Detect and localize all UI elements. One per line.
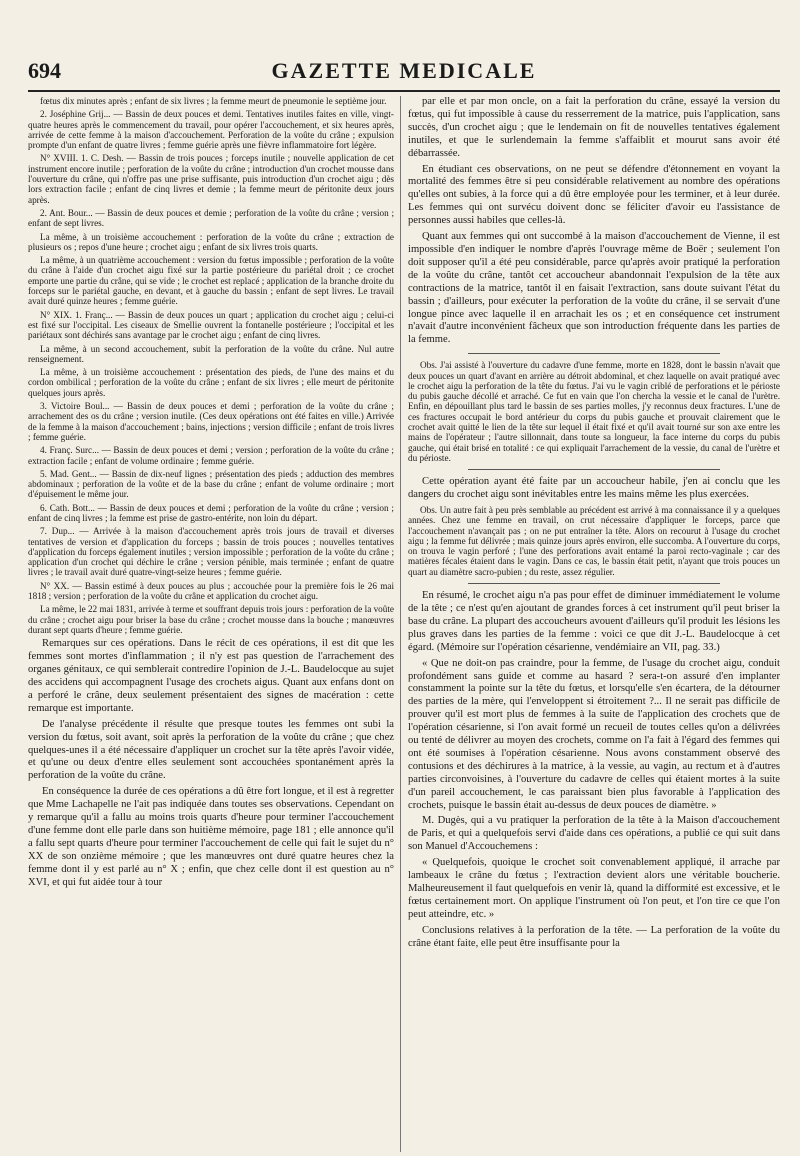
right-column <box>408 96 780 1152</box>
page-header <box>28 58 780 84</box>
paragraph: N° XX. — Bassin estimé à deux pouces au plus ; accouchée pour la première fois le 26 mai 1818 ; version ; perforation de la voûte du crâne et application du crochet aigu. <box>28 580 394 602</box>
paragraph: 7. Dup... — Arrivée à la maison d'accouchement après trois jours de travail et diverses tentatives de version et d'application du forceps ; bassin de trois pouces ; nouvelles tentatives d'application du forceps également inutiles ; version impossible ; perforation de la voûte du crâne ; application d'un crochet qui déchire le crâne ; version pénible, mais terminée ; enfant de quatre livres ; le travail avait duré quatre-vingt-seize heures ; femme guérie. <box>28 526 394 578</box>
left-column <box>28 96 394 1152</box>
paragraph: 3. Victoire Boul... — Bassin de deux pouces et demi ; perforation de la voûte du crâne ; arrachement des os du crâne ; version inutile. (Ces deux opérations ont été faites en ville.) Arrivée de la femme à la maison d'accouchement ; bains, injections ; version difficile ; enfant de trois livres ; femme guérie. <box>28 401 394 442</box>
paragraph: En conséquence la durée de ces opérations a dû être fort longue, et il est à regretter que Mme Lachapelle ne l'ait pas indiquée dans toutes ses observations. Cependant on y remarque qu'il a fallu au moins trois quarts d'heure pour terminer l'accouchement d'une femme dont elle parle dans son huitième mémoire, page 181 ; elle annonce qu'il a fallu sept quarts d'heure pour terminer l'accouchement de celle qui fait le sujet du n° XX de son onzième mémoire ; que les manœuvres ont duré quatre heures chez la femme dont il y est parlé au n° X ; enfin, que chez celle dont il est question au n° XVI, et qui fut aidée tour à tour <box>28 786 394 888</box>
paragraph: N° XIX. 1. Franç... — Bassin de deux pouces un quart ; application du crochet aigu ; celui-ci est fixé sur l'occipital. Les ciseaux de Smellie ouvrent la fontanelle postérieure ; l'occipital et les pariétaux sont déchirés sans avantage par le crochet aigu ; enfant de cinq livres. <box>28 309 394 341</box>
paragraph: Conclusions relatives à la perforation de la tête. — La perforation de la voûte du crâne étant faite, elle peut être insuffisante pour la <box>408 924 780 949</box>
paragraph: La même, le 22 mai 1831, arrivée à terme et souffrant depuis trois jours : perforation de la voûte du crâne ; crochet aigu pour briser la base du crâne ; crochet mousse dans la bouche ; manœuvres durant sept quarts d'heure ; femme guérie. <box>28 604 394 635</box>
paragraph: M. Dugès, qui a vu pratiquer la perforation de la tête à la Maison d'accouchement de Paris, et qui a quelquefois servi d'aide dans ces opérations, a publié ce qui suit dans son Manuel d'Accouchemens : <box>408 815 780 853</box>
journal-title: GAZETTE MEDICALE <box>271 58 537 83</box>
paragraph: La même, à un troisième accouchement : présentation des pieds, de l'une des mains et du cordon ombilical ; perforation de la voûte du crâne ; enfant de six livres ; elle meurt de péritonite quelques jours après. <box>28 367 394 398</box>
paragraph: 4. Franç. Surc... — Bassin de deux pouces et demi ; version ; perforation de la voûte du crâne ; extraction facile ; enfant de volume ordinaire ; femme guérie. <box>28 445 394 466</box>
section-rule <box>468 353 720 354</box>
paragraph: fœtus dix minutes après ; enfant de six livres ; la femme meurt de pneumonie le septième jour. <box>40 96 387 106</box>
paragraph: Quant aux femmes qui ont succombé à la maison d'accouchement de Vienne, il est impossible d'en indiquer le nombre d'après l'ouvrage même de Boër ; seulement l'on doit supposer qu'il a été peu considérable, parce qu'après avoir pratiqué la perforation de la voûte du crâne, tantôt cet accoucheur abandonnait l'expulsion de la tête aux contractions de la matrice, tantôt il en faisait l'extraction, sans doute suivant l'état du bassin ; d'ailleurs, pour exécuter la perforation de la voûte du crâne, il se servait d'une longue pince avec laquelle il en arrachait les os ; et en conséquence cet instrument n'avait d'autre inconvénient fâcheux que son introduction fréquente dans les parties de la femme. <box>408 231 780 346</box>
paragraph: De l'analyse précédente il résulte que presque toutes les femmes ont subi la version du fœtus, soit avant, soit après la perforation de la voûte du crâne ; que chez quelques-unes il a été nécessaire d'appliquer un crochet sur la tête après l'avoir vidée, et qu'une ou deux d'entre elles seulement sont accouchées spontanément après la perforation de la voûte du crâne. <box>28 718 394 782</box>
paragraph: La même, à un troisième accouchement : perforation de la voûte du crâne ; extraction de plusieurs os ; repos d'une heure ; crochet aigu ; enfant de six livres trois quarts. <box>28 231 394 252</box>
paragraph: Obs. Un autre fait à peu près semblable au précédent est arrivé à ma connaissance il y a quelques années. Chez une femme en travail, on crut nécessaire d'appliquer le forceps, parce que l'accouchement n'avançait pas ; on ne put entraîner la tête. Alors on recourut à l'usage du crochet aigu ; la femme fut délivrée ; mais quinze jours après environ, elle succomba. A l'ouverture du corps, on trouva le vagin perforé ; l'une des perforations avait entamé la paroi recto-vaginale ; car des matières fécales étaient dans le vagin. Dans ce cas, le bassin était petit, n'ayant que trois pouces un quart au diamètre sacro-pubien ; du reste, assez régulier. <box>408 505 780 577</box>
column-divider <box>400 96 401 1152</box>
header-rule <box>28 90 780 92</box>
section-rule <box>468 583 720 584</box>
paragraph: La même, à un second accouchement, subit la perforation de la voûte du crâne. Nul autre renseignement. <box>28 343 394 364</box>
paragraph: 5. Mad. Gent... — Bassin de dix-neuf lignes ; présentation des pieds ; adduction des membres abdominaux ; perforation de la voûte et de la base du crâne ; enfant de volume ordinaire ; mort d'épuisement le même jour. <box>28 468 394 500</box>
paragraph: « Quelquefois, quoique le crochet soit convenablement appliqué, il arrache par lambeaux le crâne du fœtus ; l'extraction devient alors une véritable boucherie. Malheureusement il faut quelquefois en venir là, quand la difformité est excessive, et le fœtus certainement mort. On applique l'instrument où l'on peut, et l'on tire ce que l'on peut atteindre, etc. » <box>408 857 780 920</box>
paragraph: N° XVIII. 1. C. Desh. — Bassin de trois pouces ; forceps inutile ; nouvelle application de cet instrument encore inutile ; perforation de la voûte du crâne ; introduction d'un crochet mousse dans l'ouverture du crâne, qui n'offre pas une prise suffisante, puis introduction d'un crochet aigu ; dès lors extraction facile ; enfant de cinq livres et demie ; la femme meurt de péritonite deux jours après. <box>28 153 394 205</box>
paragraph: En étudiant ces observations, on ne peut se défendre d'étonnement en voyant la mortalité des femmes être si peu considérable relativement au nombre des opérations qu'elles ont subies, à la force qui a dû être employée pour les terminer, et à leur durée. Les femmes qui ont survécu doivent donc se féliciter d'avoir eu l'assistance de personnes aussi habiles que celles-là. <box>408 163 780 227</box>
paragraph: En résumé, le crochet aigu n'a pas pour effet de diminuer immédiatement le volume de la tête ; ce n'est qu'en ajoutant de grandes forces à cet instrument qu'il peut briser la base du crâne. La plupart des accoucheurs avouent d'ailleurs qu'il produit les lésions les plus graves dans les parties de la femme : voici ce que dit J.-L. Baudelocque à cet égard. (Mémoire sur l'opération césarienne, vendémiaire an VII, pag. 33.) <box>408 590 780 653</box>
paragraph: « Que ne doit-on pas craindre, pour la femme, de l'usage du crochet aigu, conduit profondément sans guide et comme au hasard ? sera-t-on assuré d'en implanter constamment la pointe sur la tête du fœtus, et lorsqu'elle s'en écartera, de la détourner des parties de la mère, qui l'enveloppent si étroitement ?... Il ne serait pas difficile de prouver qu'il est mort plus de femmes à la suite de l'application des crochets que de l'opération césarienne, si l'on avait formé un recueil de toutes celles qu'on a délivrées ou tenté de délivrer au moyen des crochets, comme on l'a fait à l'égard des femmes qui ont été soumises à l'opération césarienne. Nous avons constamment observé des contusions et des déchirures à la matrice, à la vessie, au vagin, au rectum et à d'autres parties circonvoisines, à l'ouverture du cadavre de celles qui étaient mortes à la suite d'un pareil accouchement, le cas paraissant bien plus favorable à l'application des crochets, puisque le bassin était au-dessus de deux pouces de diamètre. » <box>408 657 780 811</box>
paragraph: La même, à un quatrième accouchement : version du fœtus impossible ; perforation de la voûte du crâne à l'aide d'un crochet aigu fixé sur la partie postérieure du pariétal droit ; ce crochet emporte une partie du crâne, qui se vide ; le crochet est replacé ; application de la branche droite du forceps sur le pariétal gauche, en devant, et à gauche du bassin ; enfant de sept livres. Le travail avait duré quinze heures ; femme guérie. <box>28 255 394 307</box>
paragraph: Cette opération ayant été faite par un accoucheur habile, j'en ai conclu que les dangers du crochet aigu sont inévitables entre les mains même les plus exercées. <box>408 476 780 501</box>
paragraph: 2. Joséphine Grij... — Bassin de deux pouces et demi. Tentatives inutiles faites en ville, vingt-quatre heures après le commencement du travail, pour opérer l'accouchement, et six heures après, arrivée de cette femme à la maison d'accouchement. Perforation de la voûte du crâne ; expulsion prompte d'un enfant de quatre livres ; femme guérie après une fièvre inflammatoire fort légère. <box>28 109 394 151</box>
paragraph: Remarques sur ces opérations. Dans le récit de ces opérations, il est dit que les femmes sont mortes d'inflammation ; il n'y est pas question de l'arrachement des organes génitaux, ce qui semblerait contredire l'opinion de J.-L. Baudelocque au sujet des accidens qui accompagnent l'usage des crochets aigus. Quant aux enfans dont on a perforé le crâne, deux seulement présentaient des signes de macération : cette remarque est importante. <box>28 638 394 714</box>
paragraph: par elle et par mon oncle, on a fait la perforation du crâne, essayé la version du fœtus, qui fut impossible à cause du resserrement de la matrice, puis l'application, sans succès, d'un crochet aigu ; que le lendemain on fit de nouvelles tentatives également inutiles, et que le surlendemain la femme s'affaiblit et mourut sans avoir été débarrassée. <box>408 96 780 159</box>
paragraph: Obs. J'ai assisté à l'ouverture du cadavre d'une femme, morte en 1828, dont le bassin n'avait que deux pouces un quart d'avant en arrière au détroit abdominal, et chez laquelle on avait pratiqué avec le crochet aigu la perforation de la tête du fœtus. J'ai vu le vagin criblé de perforations et le périoste du pubis gauche décollé et arraché. Ce fut en vain que l'on chercha la vessie et le canal de l'urètre. Enfin, en dépouillant plus tard le bassin de ses parties molles, j'y reconnus deux fractures. L'une de ces fractures occupait le bord antérieur du corps du pubis gauche et prouvait clairement que le crochet avait quitté le lien de la tête sur lequel il était fixé et qu'il avait tourné sur son axe entre les mains de l'opérateur ; l'autre sillonnait, dans toute sa longueur, la face interne du corps du pubis gauche, qui était brisé en totalité : ce qui expliquait l'arrachement de la vessie, du canal de l'urètre et du périoste. <box>408 360 780 463</box>
section-rule <box>468 469 720 470</box>
paragraph: 6. Cath. Bott... — Bassin de deux pouces et demi ; perforation de la voûte du crâne ; version ; enfant de cinq livres ; la femme est prise de gastro-entérite, non loin du départ. <box>28 502 394 523</box>
paragraph: 2. Ant. Bour... — Bassin de deux pouces et demie ; perforation de la voûte du crâne ; version ; enfant de sept livres. <box>28 207 394 229</box>
page-number: 694 <box>28 58 61 83</box>
